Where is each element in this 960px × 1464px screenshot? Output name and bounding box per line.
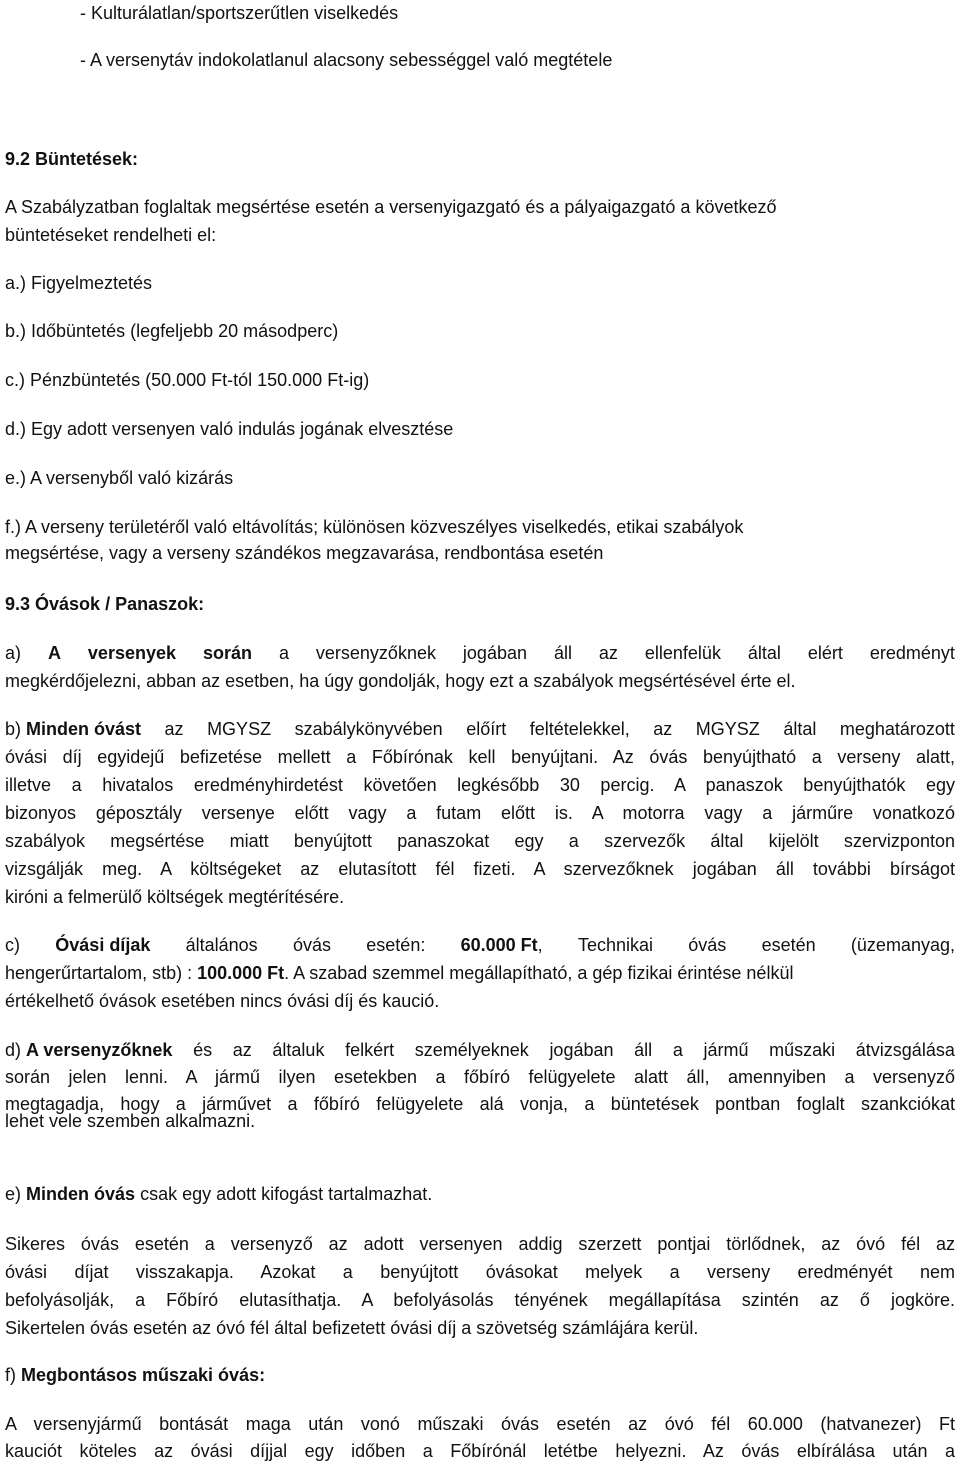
list-item: d.) Egy adott versenyen való indulás jogának elvesztése: [5, 419, 454, 439]
list-item: e.) A versenyből való kizárás: [5, 468, 234, 488]
paragraph-line: c) Óvási díjak általános óvás esetén: 60.000 Ft, Technikai óvás esetén (üzemanyag,: [5, 935, 955, 955]
paragraph-line: értékelhető óvások esetében nincs óvási díj és kaució.: [5, 991, 440, 1011]
paragraph-line: Sikeres óvás esetén a versenyző az adott versenyen addig szerzett pontjai törlődnek, az óvó fél az: [5, 1234, 955, 1254]
paragraph-line: vizsgálják meg. A költségeket az elutasított fél fizeti. A szervezőknek jogában áll további bírságot: [5, 859, 955, 879]
paragraph-line: illetve a hivatalos eredményhirdetést követően legkésőbb 30 percig. A panaszok benyújthatók egy: [5, 775, 955, 795]
paragraph-line: során jelen lenni. A jármű ilyen esetekben a főbíró felügyelete alatt áll, amennyiben a versenyző: [5, 1067, 955, 1087]
paragraph-line: A Szabályzatban foglaltak megsértése esetén a versenyigazgató és a pályaigazgató a következő: [5, 197, 777, 217]
paragraph-line: d) A versenyzőknek és az általuk felkért személyeknek jogában áll a jármű műszaki átvizsgálása: [5, 1040, 955, 1060]
list-item: a.) Figyelmeztetés: [5, 273, 153, 293]
paragraph-line: hengerűrtartalom, stb) : 100.000 Ft. A szabad szemmel megállapítható, a gép fizikai érintése nélkül: [5, 963, 794, 983]
paragraph-line: a) A versenyek során a versenyzőknek jogában áll az ellenfelük által elért eredményt: [5, 643, 955, 663]
list-item: c.) Pénzbüntetés (50.000 Ft-tól 150.000 Ft-ig): [5, 370, 370, 390]
section-heading-9-3: 9.3 Óvások / Panaszok:: [5, 594, 205, 614]
section-heading-9-2: 9.2 Büntetések:: [5, 149, 139, 169]
paragraph-line: lehet vele szemben alkalmazni.: [5, 1111, 256, 1131]
paragraph-line: kiróni a felmerülő költségek megtérítésére.: [5, 887, 345, 907]
paragraph-line: kauciót köteles az óvási díjjal egy időben a Főbírónál letétbe helyezni. Az óvás elbírálása után a: [5, 1441, 955, 1461]
list-item: - A versenytáv indokolatlanul alacsony sebességgel való megtétele: [80, 50, 613, 70]
paragraph-line: megkérdőjelezni, abban az esetben, ha úgy gondolják, hogy ezt a szabályok megsértésével érte el.: [5, 671, 796, 691]
paragraph-line: büntetéseket rendelheti el:: [5, 225, 217, 245]
list-item: b.) Időbüntetés (legfeljebb 20 másodperc): [5, 321, 339, 341]
paragraph-line: b) Minden óvást az MGYSZ szabálykönyvében előírt feltételekkel, az MGYSZ által meghatározott: [5, 719, 955, 739]
paragraph-line: megtagadja, hogy a járművet a főbíró felügyelete alá vonja, a büntetések pontban foglalt szankciókat: [5, 1094, 955, 1114]
list-item: - Kulturálatlan/sportszerűtlen viselkedés: [80, 3, 399, 23]
paragraph-line: óvási díjat visszakapja. Azokat a benyújtott óvásokat melyek a verseny eredményét nem: [5, 1262, 955, 1282]
paragraph-line: e) Minden óvás csak egy adott kifogást tartalmazhat.: [5, 1184, 433, 1204]
paragraph-line: szabályok megsértése miatt benyújtott panaszokat egy a szervezők által kijelölt szervizponton: [5, 831, 955, 851]
paragraph-line: befolyásolják, a Főbíró elutasíthatja. A befolyásolás tényének megállapítása szintén az ő jogköre.: [5, 1290, 955, 1310]
paragraph-line: f) Megbontásos műszaki óvás:: [5, 1365, 266, 1385]
list-item: f.) A verseny területéről való eltávolítás; különösen közveszélyes viselkedés, etikai szabályok: [5, 517, 744, 537]
paragraph-line: bizonyos géposztály versenye előtt vagy a futam előtt is. A motorra vagy a járműre vonatkozó: [5, 803, 955, 823]
paragraph-line: óvási díj egyidejű befizetése mellett a Főbírónak kell benyújtani. Az óvás benyújtható a verseny alatt,: [5, 747, 955, 767]
paragraph-line: Sikertelen óvás esetén az óvó fél által befizetett óvási díj a szövetség számlájára kerül.: [5, 1318, 699, 1338]
paragraph-line: A versenyjármű bontását maga után vonó műszaki óvás esetén az óvó fél 60.000 (hatvanezer) Ft: [5, 1414, 955, 1434]
list-item: megsértése, vagy a verseny szándékos megzavarása, rendbontása esetén: [5, 543, 604, 563]
